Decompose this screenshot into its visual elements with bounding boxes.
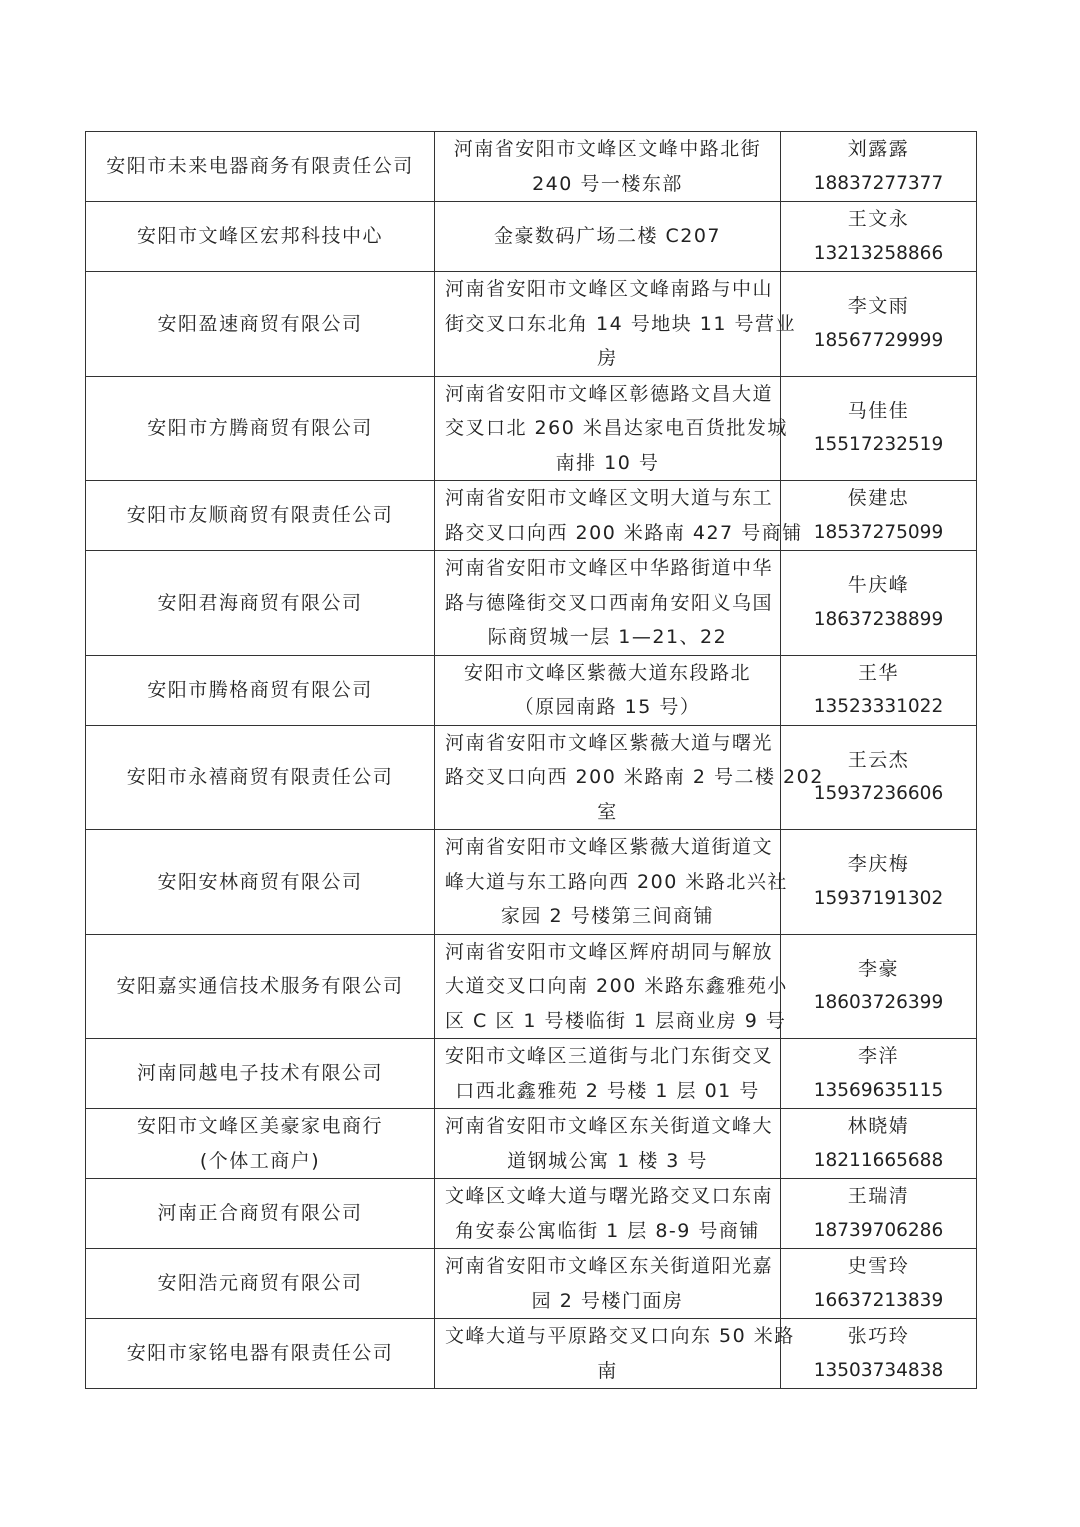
- contact-person: 李豪: [857, 957, 899, 980]
- address-line: 河南省安阳市文峰区彰德路文昌大道: [445, 382, 774, 405]
- contact-cell: [781, 1109, 977, 1179]
- table-row: [86, 202, 977, 272]
- company-name-cell: [86, 1109, 435, 1179]
- company-name-line: (个体工商户): [199, 1149, 321, 1172]
- contact-phone: 18837277377: [813, 172, 944, 194]
- address-line: 南: [597, 1359, 618, 1382]
- address-line: 角安泰公寓临街 1 层 8-9 号商铺: [455, 1219, 760, 1242]
- contact-person: 王瑞清: [847, 1185, 910, 1207]
- address-cell: [435, 132, 781, 202]
- table-row: [86, 1319, 977, 1389]
- contact-person: 王文永: [847, 208, 910, 230]
- address-line: 路交叉口向西 200 米路南 427 号商铺: [445, 521, 803, 544]
- contact-person: 李庆梅: [847, 853, 910, 876]
- address-cell: [435, 376, 788, 481]
- company-name-cell: [86, 655, 435, 725]
- address-line: 房: [597, 347, 618, 369]
- company-name-cell: [86, 376, 435, 481]
- address-line: 河南省安阳市文峰区文峰南路与中山: [445, 278, 774, 300]
- contact-cell: [781, 376, 977, 481]
- table-row: [86, 1249, 977, 1319]
- company-name-cell: [86, 725, 435, 830]
- contact-cell: [781, 272, 977, 377]
- address-line: （原园南路 15 号）: [514, 696, 701, 718]
- address-cell: [435, 272, 797, 377]
- company-name-cell: [86, 202, 435, 272]
- company-name-cell: [86, 1319, 435, 1389]
- contact-person: 王云杰: [847, 748, 910, 771]
- contact-cell: [781, 1249, 977, 1319]
- address-cell: [435, 481, 803, 551]
- contact-cell: [781, 481, 977, 551]
- contact-phone: 15517232519: [813, 434, 944, 456]
- company-name-line: 河南同越电子技术有限公司: [136, 1062, 383, 1085]
- contact-phone: 18739706286: [813, 1219, 944, 1241]
- company-name-line: 安阳市文峰区美豪家电商行: [136, 1115, 383, 1137]
- contact-phone: 18603726399: [813, 992, 944, 1014]
- address-line: 路交叉口向西 200 米路南 2 号二楼 202: [445, 766, 824, 788]
- contact-cell: [781, 132, 977, 202]
- address-cell: [435, 830, 788, 935]
- address-line: 河南省安阳市文峰区紫薇大道街道文: [445, 836, 774, 858]
- company-name-line: 安阳市友顺商贸有限责任公司: [126, 504, 394, 527]
- address-line: 际商贸城一层 1—21、22: [487, 626, 728, 648]
- contact-phone: 15937236606: [813, 783, 944, 805]
- contact-person: 李洋: [857, 1045, 899, 1067]
- company-name-cell: [86, 934, 435, 1039]
- address-cell: [435, 202, 781, 272]
- address-line: 河南省安阳市文峰区中华路街道中华: [445, 557, 774, 579]
- address-line: 路与德隆街交叉口西南角安阳义乌国: [445, 591, 774, 614]
- address-cell: [435, 1179, 781, 1249]
- contact-cell: [781, 551, 977, 656]
- address-line: 园 2 号楼门面房: [531, 1289, 684, 1312]
- contact-person: 侯建忠: [847, 487, 910, 509]
- address-cell: [435, 551, 781, 656]
- company-name-line: 安阳安林商贸有限公司: [157, 870, 363, 893]
- address-line: 安阳市文峰区三道街与北门东街交叉: [445, 1045, 774, 1067]
- contact-person: 林晓婧: [847, 1115, 910, 1137]
- dealer-table: [85, 131, 977, 1389]
- contact-phone: 13523331022: [813, 696, 944, 717]
- contact-cell: [781, 1319, 977, 1389]
- company-name-cell: [86, 830, 435, 935]
- address-line: 河南省安阳市文峰区辉府胡同与解放: [445, 940, 774, 963]
- company-name-cell: [86, 551, 435, 656]
- contact-phone: 16637213839: [813, 1289, 944, 1311]
- address-line: 道钢城公寓 1 楼 3 号: [507, 1149, 708, 1172]
- company-name-line: 安阳盈速商贸有限公司: [157, 312, 363, 335]
- address-cell: [435, 1109, 781, 1179]
- contact-cell: [781, 1179, 977, 1249]
- address-line: 河南省安阳市文峰区文明大道与东工: [445, 487, 774, 509]
- address-cell: [435, 725, 824, 830]
- contact-phone: 13213258866: [813, 242, 944, 264]
- company-name-line: 安阳市家铭电器有限责任公司: [126, 1342, 394, 1365]
- table-row: [86, 551, 977, 656]
- contact-phone: 13569635115: [813, 1079, 944, 1101]
- address-line: 河南省安阳市文峰区紫薇大道与曙光: [445, 731, 774, 754]
- contact-person: 李文雨: [847, 295, 910, 318]
- dealer-table-body: [86, 132, 977, 1389]
- address-line: 河南省安阳市文峰区文峰中路北街: [453, 138, 762, 160]
- address-line: 室: [597, 800, 618, 823]
- contact-person: 牛庆峰: [847, 574, 910, 597]
- address-line: 文峰大道与平原路交叉口向东 50 米路: [445, 1325, 795, 1347]
- table-row: [86, 272, 977, 377]
- address-line: 南排 10 号: [555, 451, 660, 474]
- address-line: 河南省安阳市文峰区东关街道阳光嘉: [445, 1255, 774, 1277]
- address-line: 交叉口北 260 米昌达家电百货批发城: [445, 417, 788, 439]
- address-line: 家园 2 号楼第三间商铺: [500, 905, 715, 927]
- address-line: 峰大道与东工路向西 200 米路北兴社: [445, 870, 788, 893]
- address-line: 金豪数码广场二楼 C207: [493, 225, 722, 248]
- company-name-cell: [86, 272, 435, 377]
- company-name-line: 安阳市永禧商贸有限责任公司: [126, 766, 394, 788]
- address-cell: [435, 1249, 781, 1319]
- address-cell: [435, 934, 788, 1039]
- company-name-line: 河南正合商贸有限公司: [157, 1202, 363, 1225]
- company-name-line: 安阳市方腾商贸有限公司: [147, 417, 373, 439]
- contact-phone: 18537275099: [813, 521, 944, 543]
- company-name-line: 安阳市文峰区宏邦科技中心: [136, 225, 383, 248]
- company-name-line: 安阳嘉实通信技术服务有限公司: [116, 975, 404, 997]
- contact-phone: 15937191302: [813, 887, 944, 909]
- contact-cell: [781, 655, 977, 725]
- contact-person: 史雪玲: [847, 1255, 910, 1277]
- contact-phone: 18567729999: [813, 329, 944, 351]
- table-row: [86, 132, 977, 202]
- address-line: 口西北鑫雅苑 2 号楼 1 层 01 号: [455, 1079, 760, 1102]
- company-name-line: 安阳君海商贸有限公司: [157, 591, 363, 614]
- company-name-cell: [86, 481, 435, 551]
- table-row: [86, 1039, 977, 1109]
- company-name-cell: [86, 1039, 435, 1109]
- table-row: [86, 934, 977, 1039]
- contact-cell: [781, 830, 977, 935]
- contact-cell: [781, 934, 977, 1039]
- address-line: 区 C 区 1 号楼临街 1 层商业房 9 号: [445, 1009, 787, 1032]
- address-cell: [435, 1319, 795, 1389]
- contact-person: 马佳佳: [847, 399, 910, 422]
- table-row: [86, 1179, 977, 1249]
- address-line: 大道交叉口向南 200 米路东鑫雅苑小: [445, 975, 788, 997]
- table-row: [86, 376, 977, 481]
- contact-cell: [781, 1039, 977, 1109]
- table-row: [86, 655, 977, 725]
- address-cell: [435, 1039, 781, 1109]
- table-row: [86, 481, 977, 551]
- address-line: 安阳市文峰区紫薇大道东段路北: [463, 661, 751, 684]
- address-line: 河南省安阳市文峰区东关街道文峰大: [445, 1115, 774, 1137]
- address-line: 文峰区文峰大道与曙光路交叉口东南: [445, 1185, 774, 1207]
- company-name-cell: [86, 1249, 435, 1319]
- contact-cell: [781, 202, 977, 272]
- company-name-cell: [86, 1179, 435, 1249]
- table-row: [86, 830, 977, 935]
- contact-person: 王华: [857, 661, 899, 684]
- contact-phone: 18211665688: [813, 1149, 944, 1171]
- company-name-line: 安阳浩元商贸有限公司: [157, 1272, 363, 1295]
- contact-person: 刘露露: [847, 138, 910, 160]
- address-line: 240 号一楼东部: [532, 172, 683, 195]
- contact-phone: 13503734838: [813, 1359, 944, 1381]
- contact-person: 张巧玲: [847, 1325, 910, 1347]
- address-cell: [435, 655, 781, 725]
- company-name-cell: [86, 132, 435, 202]
- company-name-line: 安阳市未来电器商务有限责任公司: [106, 155, 414, 178]
- address-line: 街交叉口东北角 14 号地块 11 号营业: [445, 312, 797, 335]
- table-row: [86, 1109, 977, 1179]
- company-name-line: 安阳市腾格商贸有限公司: [147, 678, 373, 701]
- contact-phone: 18637238899: [813, 608, 944, 630]
- table-row: [86, 725, 977, 830]
